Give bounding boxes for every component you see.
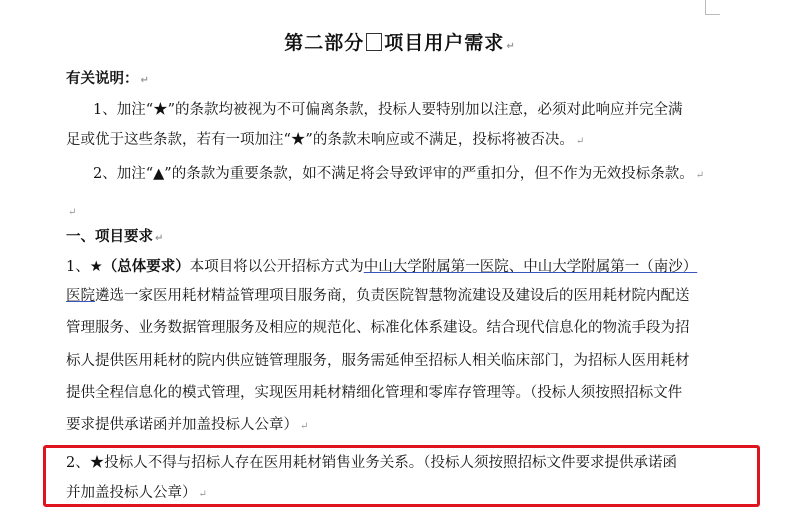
- paragraph-mark-icon: ↵: [695, 170, 705, 181]
- title-part2: 项目用户需求: [384, 32, 505, 54]
- empty-paragraph: [66, 200, 706, 224]
- notes-heading-text: 有关说明：: [66, 71, 139, 87]
- paragraph-mark-icon: ↵: [155, 233, 164, 244]
- requirement-1-number: 1、: [66, 259, 90, 275]
- paragraph-mark-icon: ↵: [575, 136, 585, 147]
- section-1-heading: [66, 226, 706, 250]
- requirement-1-line-4: 标人提供医用耗材的院内供应链管理服务，服务需延伸至招标人相关临床部门，为招标人医用耗材: [66, 353, 690, 369]
- requirement-1-line-1: [66, 256, 706, 278]
- requirement-1-label: ★（总体要求）: [89, 259, 190, 275]
- paragraph-mark-icon: ↵: [198, 489, 207, 500]
- requirement-2-line-2-text: 并加盖投标人公章）: [66, 485, 197, 501]
- requirement-1-line-6: [66, 414, 706, 438]
- missing-glyph-box: [366, 33, 382, 51]
- note-1-line-2: [66, 129, 706, 153]
- paragraph-mark-icon: ↵: [300, 421, 309, 432]
- paragraph-mark-icon: ↵: [506, 41, 516, 52]
- note-2-text: 2、加注“▲”的条款为重要条款，如不满足将会导致评审的严重扣分，但不作为无效投标条款。: [93, 166, 694, 182]
- hospital-name-underlined: 中山大学附属第一医院、中山大学附属第一（南沙）: [363, 259, 698, 275]
- requirement-2-line-2: [66, 482, 706, 506]
- paragraph-mark-icon: ↵: [140, 75, 149, 86]
- requirement-1-line-5: 提供全程信息化的模式管理，实现医用耗材精细化管理和零库存管理等。（投标人须按照招标文件: [66, 385, 683, 401]
- note-2: [93, 163, 718, 187]
- section-1-heading-text: 一、项目要求: [66, 229, 153, 245]
- page-corner-mark: [705, 0, 720, 15]
- requirement-1-line-2: [66, 285, 706, 307]
- note-1-line-1: 1、加注“★”的条款均被视为不可偏离条款，投标人要特别加以注意，必须对此响应并完全满: [93, 102, 683, 118]
- page-title: [0, 28, 800, 55]
- requirement-2-line-1: 2、★投标人不得与招标人存在医用耗材销售业务关系。（投标人须按照招标文件要求提供承诺函: [66, 455, 677, 471]
- notes-heading: [66, 68, 706, 92]
- note-1-line-2-text: 足或优于这些条款，若有一项加注“★”的条款未响应或不满足，投标将被否决。: [66, 132, 574, 148]
- paragraph-mark-icon: ↵: [68, 207, 77, 218]
- requirement-1-line-6-text: 要求提供承诺函并加盖投标人公章）: [66, 417, 298, 433]
- requirement-1-line-2-text: 遴选一家医用耗材精益管理项目服务商，负责医院智慧物流建设及建设后的医用耗材院内配送: [95, 288, 690, 304]
- hospital-name-underlined-continued: 医院: [66, 288, 95, 304]
- title-part1: 第二部分: [284, 32, 365, 54]
- requirement-1-line-3: 管理服务、业务数据管理服务及相应的规范化、标准化体系建设。结合现代信息化的物流手段为招: [66, 320, 690, 336]
- requirement-1-text: 本项目将以公开招标方式为: [189, 259, 364, 275]
